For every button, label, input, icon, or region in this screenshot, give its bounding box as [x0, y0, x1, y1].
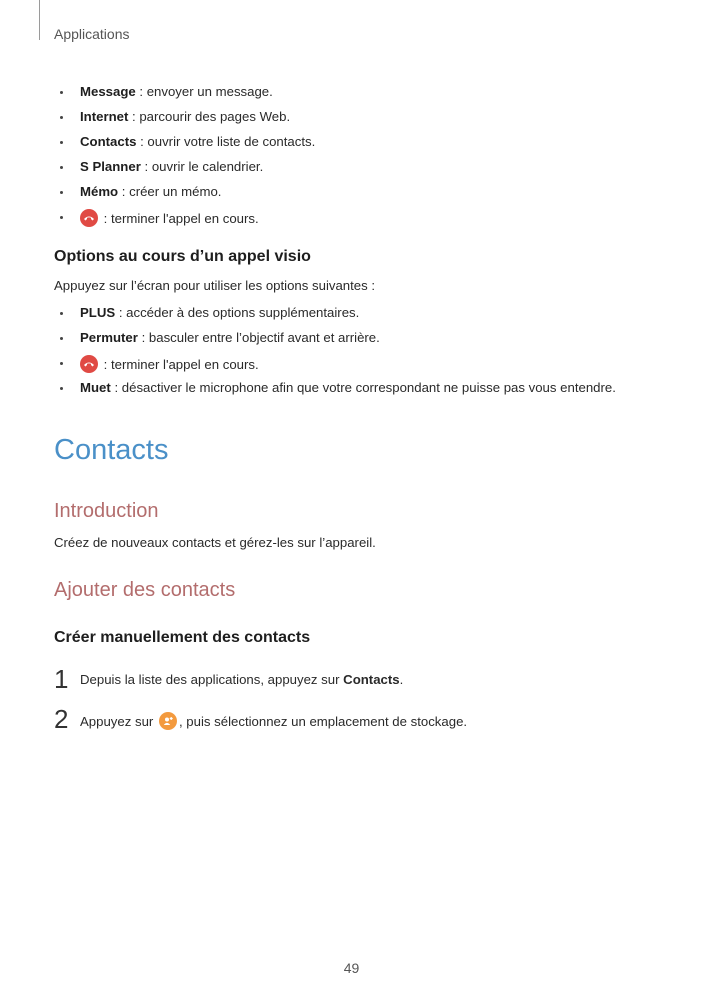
list-item — [54, 109, 315, 134]
add-contact-icon — [159, 712, 177, 730]
add-contacts-heading: Ajouter des contacts — [54, 579, 236, 601]
item-term: Permuter — [80, 330, 138, 345]
list-item — [54, 380, 616, 405]
video-call-options-heading: Options au cours d’un appel visio — [54, 248, 311, 265]
bullet — [60, 91, 63, 94]
bullet — [60, 312, 63, 315]
item-desc: : désactiver le microphone afin que votre correspondant ne puisse pas vous entendre. — [110, 380, 616, 395]
page-number: 49 — [343, 960, 360, 976]
introduction-heading: Introduction — [54, 500, 159, 522]
introduction-text: Créez de nouveaux contacts et gérez-les sur l’appareil. — [54, 535, 376, 550]
bullet — [60, 141, 63, 144]
bullet — [60, 216, 63, 219]
item-term: PLUS — [80, 305, 116, 320]
section-label: Applications — [54, 26, 130, 42]
item-desc: : ouvrir votre liste de contacts. — [136, 134, 316, 149]
list-item — [54, 134, 315, 159]
item-desc: : créer un mémo. — [118, 184, 222, 199]
step-number: 1 — [54, 664, 69, 694]
bullet — [60, 337, 63, 340]
step-text: Appuyez sur , puis sélectionnez un emplacement de stockage. — [80, 714, 468, 729]
list-item — [54, 305, 616, 330]
video-call-intro: Appuyez sur l’écran pour utiliser les options suivantes : — [54, 278, 376, 293]
step-text: Depuis la liste des applications, appuyez sur Contacts. — [80, 672, 404, 687]
list-item — [54, 159, 315, 184]
contacts-title: Contacts — [54, 434, 169, 466]
item-term: Contacts — [80, 134, 137, 149]
bullet — [60, 362, 63, 365]
bullet — [60, 116, 63, 119]
item-desc: : parcourir des pages Web. — [128, 109, 291, 124]
item-desc: : ouvrir le calendrier. — [140, 159, 264, 174]
bullet — [60, 387, 63, 390]
item-term: Muet — [80, 380, 111, 395]
item-desc: : envoyer un message. — [135, 84, 273, 99]
list-item — [54, 330, 616, 355]
header-rule — [39, 0, 40, 40]
video-call-options-list — [54, 305, 616, 405]
end-call-icon — [80, 209, 98, 227]
item-term: Message — [80, 84, 136, 99]
bullet — [60, 191, 63, 194]
bullet — [60, 166, 63, 169]
item-term: Internet — [80, 109, 129, 124]
step-number: 2 — [54, 704, 69, 734]
item-term: Mémo — [80, 184, 119, 199]
manual-create-heading: Créer manuellement des contacts — [54, 629, 311, 646]
end-call-icon — [80, 355, 98, 373]
list-item — [54, 355, 616, 380]
list-item — [54, 184, 315, 209]
list-item — [54, 84, 315, 109]
step-term: Contacts — [343, 672, 400, 687]
item-desc: : terminer l'appel en cours. — [100, 211, 259, 226]
call-actions-list — [54, 84, 315, 234]
item-term: S Planner — [80, 159, 141, 174]
item-desc: : terminer l'appel en cours. — [100, 357, 259, 372]
item-desc: : accéder à des options supplémentaires. — [115, 305, 360, 320]
item-desc: : basculer entre l’objectif avant et arrière. — [137, 330, 380, 345]
list-item — [54, 209, 315, 234]
